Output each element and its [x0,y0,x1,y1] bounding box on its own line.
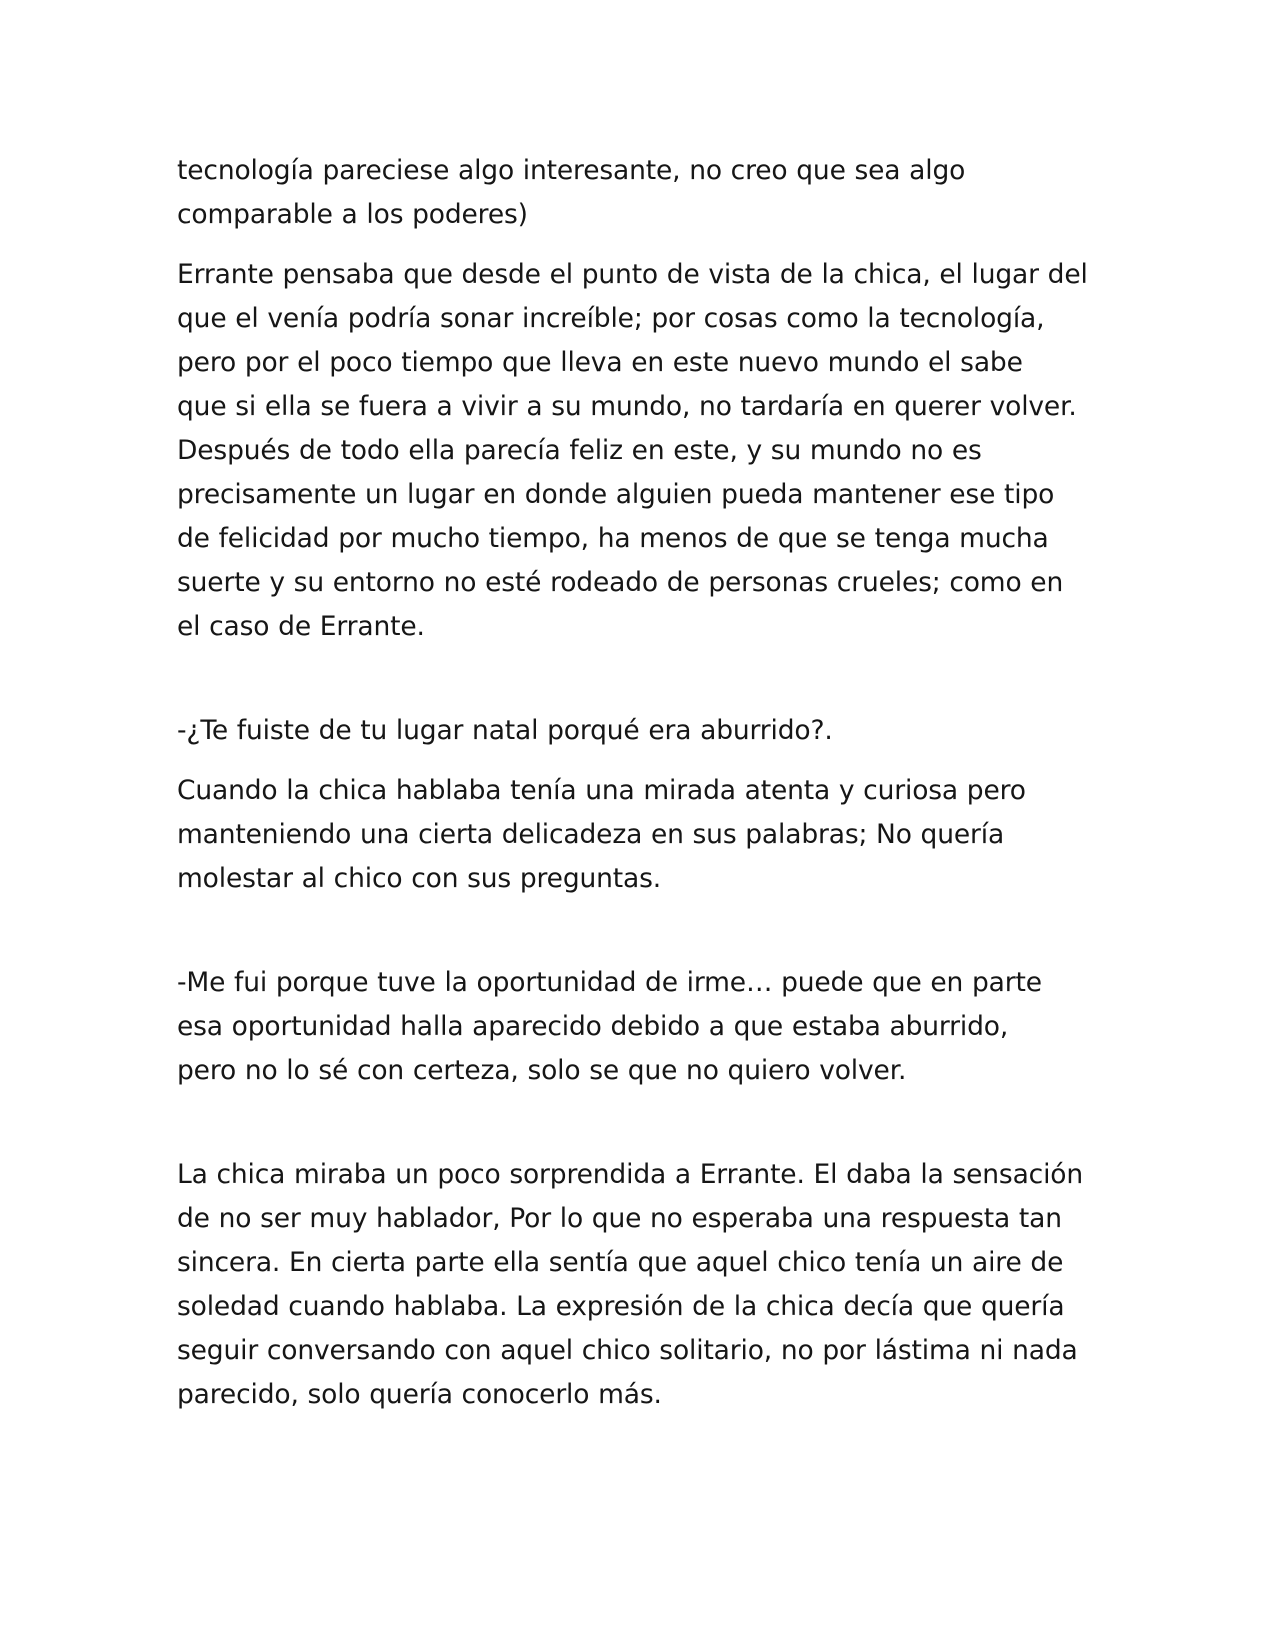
paragraph-1 [177,149,1112,237]
text-line: suerte y su entorno no esté rodeado de personas crueles; como en [177,567,1064,598]
paragraph-5-dialogue [177,961,1112,1093]
text-line: esa oportunidad halla aparecido debido a que estaba aburrido, [177,1011,1009,1042]
text-line: Después de todo ella parecía feliz en este, y su mundo no es [177,435,982,466]
paragraph-3-dialogue [177,709,1112,753]
text-line: pero por el poco tiempo que lleva en este nuevo mundo el sabe [177,347,1023,378]
document-body [177,149,1112,1417]
text-line: de no ser muy hablador, Por lo que no esperaba una respuesta tan [177,1203,1062,1234]
text-line: pero no lo sé con certeza, solo se que no quiero volver. [177,1055,907,1086]
text-line: que el venía podría sonar increíble; por cosas como la tecnología, [177,303,1045,334]
paragraph-6 [177,1153,1112,1417]
text-line: tecnología pareciese algo interesante, no creo que sea algo [177,155,966,186]
text-line: parecido, solo quería conocerlo más. [177,1379,662,1410]
text-line: precisamente un lugar en donde alguien pueda mantener ese tipo [177,479,1055,510]
text-line: de felicidad por mucho tiempo, ha menos de que se tenga mucha [177,523,1049,554]
text-line: molestar al chico con sus preguntas. [177,863,662,894]
text-line: manteniendo una cierta delicadeza en sus palabras; No quería [177,819,1005,850]
text-line: Errante pensaba que desde el punto de vista de la chica, el lugar del [177,259,1088,290]
text-line: que si ella se fuera a vivir a su mundo, no tardaría en querer volver. [177,391,1077,422]
text-line: -¿Te fuiste de tu lugar natal porqué era aburrido?. [177,715,833,746]
paragraph-4 [177,769,1112,901]
text-line: comparable a los poderes) [177,199,528,230]
text-line: sincera. En cierta parte ella sentía que aquel chico tenía un aire de [177,1247,1064,1278]
text-line: soledad cuando hablaba. La expresión de la chica decía que quería [177,1291,1065,1322]
text-line: -Me fui porque tuve la oportunidad de irme… puede que en parte [177,967,1042,998]
paragraph-2 [177,253,1112,649]
text-line: Cuando la chica hablaba tenía una mirada atenta y curiosa pero [177,775,1026,806]
text-line: seguir conversando con aquel chico solitario, no por lástima ni nada [177,1335,1078,1366]
text-line: el caso de Errante. [177,611,425,642]
text-line: La chica miraba un poco sorprendida a Errante. El daba la sensación [177,1159,1083,1190]
